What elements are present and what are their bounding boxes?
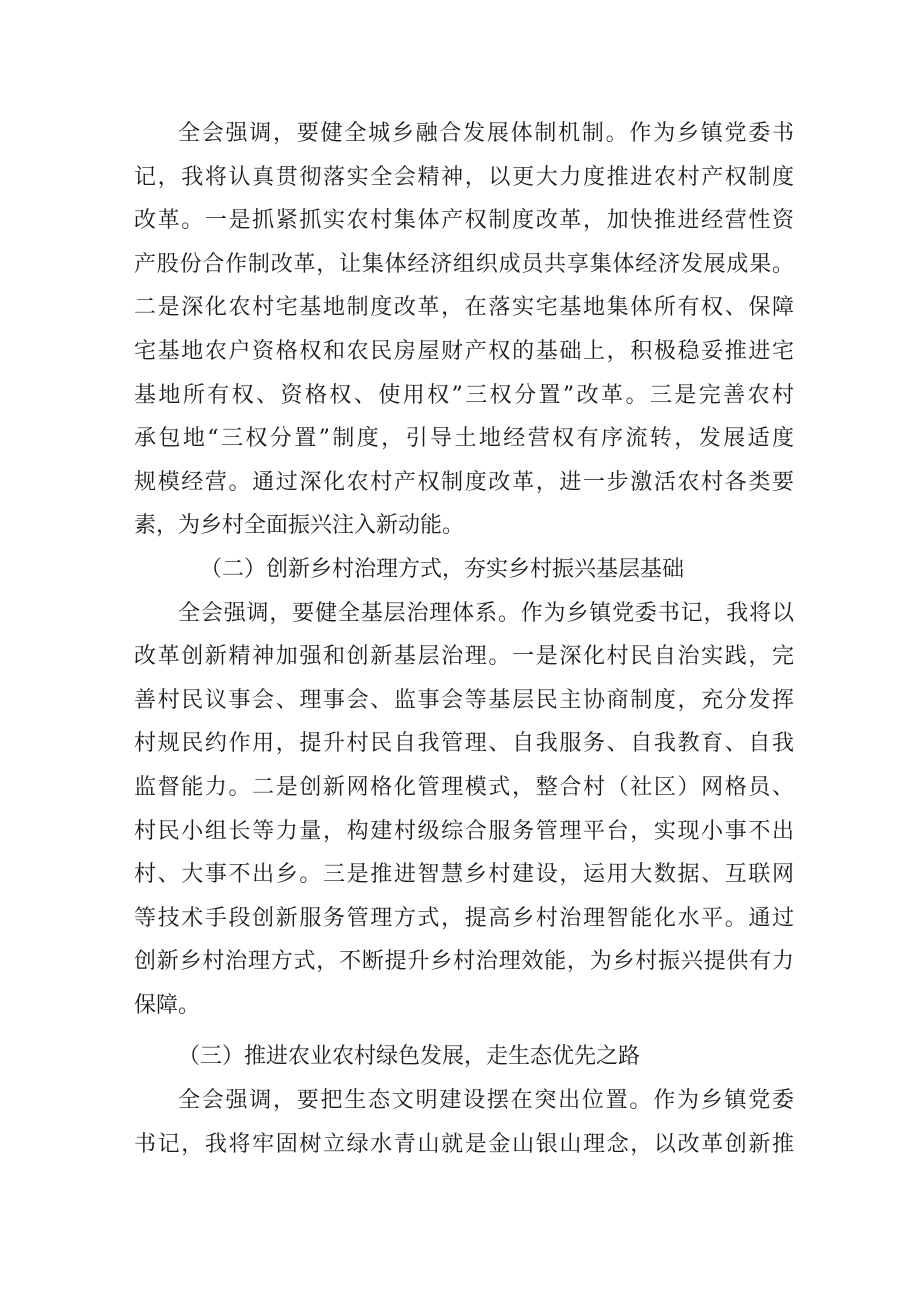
paragraph-line: 二是深化农村宅基地制度改革，在落实宅基地集体所有权、保障	[134, 295, 794, 321]
paragraph-line: 村规民约作用，提升村民自我管理、自我服务、自我教育、自我	[134, 731, 794, 757]
section-heading: （二）创新乡村治理方式，夯实乡村振兴基层基础	[200, 556, 685, 582]
paragraph-line: 村民小组长等力量，构建村级综合服务管理平台，实现小事不出	[134, 818, 794, 844]
section-spacer	[134, 1027, 794, 1035]
paragraph-line: 全会强调，要健全基层治理体系。作为乡镇党委书记，我将以	[178, 600, 794, 626]
paragraph-line: 改革创新精神加强和创新基层治理。一是深化村民自治实践，完	[134, 644, 794, 670]
paragraph-line: 监督能力。二是创新网格化管理模式，整合村（社区）网格员、	[134, 774, 794, 800]
paragraph-line: 全会强调，要把生态文明建设摆在突出位置。作为乡镇党委	[178, 1088, 794, 1114]
section-heading: （三）推进农业农村绿色发展，走生态优先之路	[178, 1044, 641, 1070]
paragraph-line: 产股份合作制改革，让集体经济组织成员共享集体经济发展成果。	[134, 251, 794, 277]
paragraph-line: 保障。	[134, 992, 201, 1018]
document-page	[134, 112, 794, 1166]
paragraph-line: 等技术手段创新服务管理方式，提高乡村治理智能化水平。通过	[134, 905, 794, 931]
paragraph-line: 宅基地农户资格权和农民房屋财产权的基础上，积极稳妥推进宅	[134, 338, 794, 364]
paragraph-line: 创新乡村治理方式，不断提升乡村治理效能，为乡村振兴提供有力	[134, 949, 794, 975]
section-2	[134, 548, 794, 1028]
paragraph-line: 全会强调，要健全城乡融合发展体制机制。作为乡镇党委书	[178, 121, 794, 146]
paragraph-line: 书记，我将牢固树立绿水青山就是金山银山理念，以改革创新推	[134, 1131, 794, 1157]
paragraph-line: 记，我将认真贯彻落实全会精神，以更大力度推进农村产权制度	[134, 164, 794, 190]
section-1	[134, 112, 794, 548]
paragraph-line: 村、大事不出乡。三是推进智慧乡村建设，运用大数据、互联网	[134, 862, 794, 888]
paragraph-line: 承包地“三权分置”制度，引导土地经营权有序流转，发展适度	[134, 426, 794, 452]
paragraph-line: 规模经营。通过深化农村产权制度改革，进一步激活农村各类要	[134, 469, 794, 495]
paragraph-line: 改革。一是抓紧抓实农村集体产权制度改革，加快推进经营性资	[134, 208, 794, 234]
paragraph-line: 善村民议事会、理事会、监事会等基层民主协商制度，充分发挥	[134, 687, 794, 713]
paragraph-line: 基地所有权、资格权、使用权”三权分置”改革。三是完善农村	[134, 382, 794, 408]
section-3	[134, 1035, 794, 1166]
paragraph-line: 素，为乡村全面振兴注入新动能。	[134, 513, 465, 539]
